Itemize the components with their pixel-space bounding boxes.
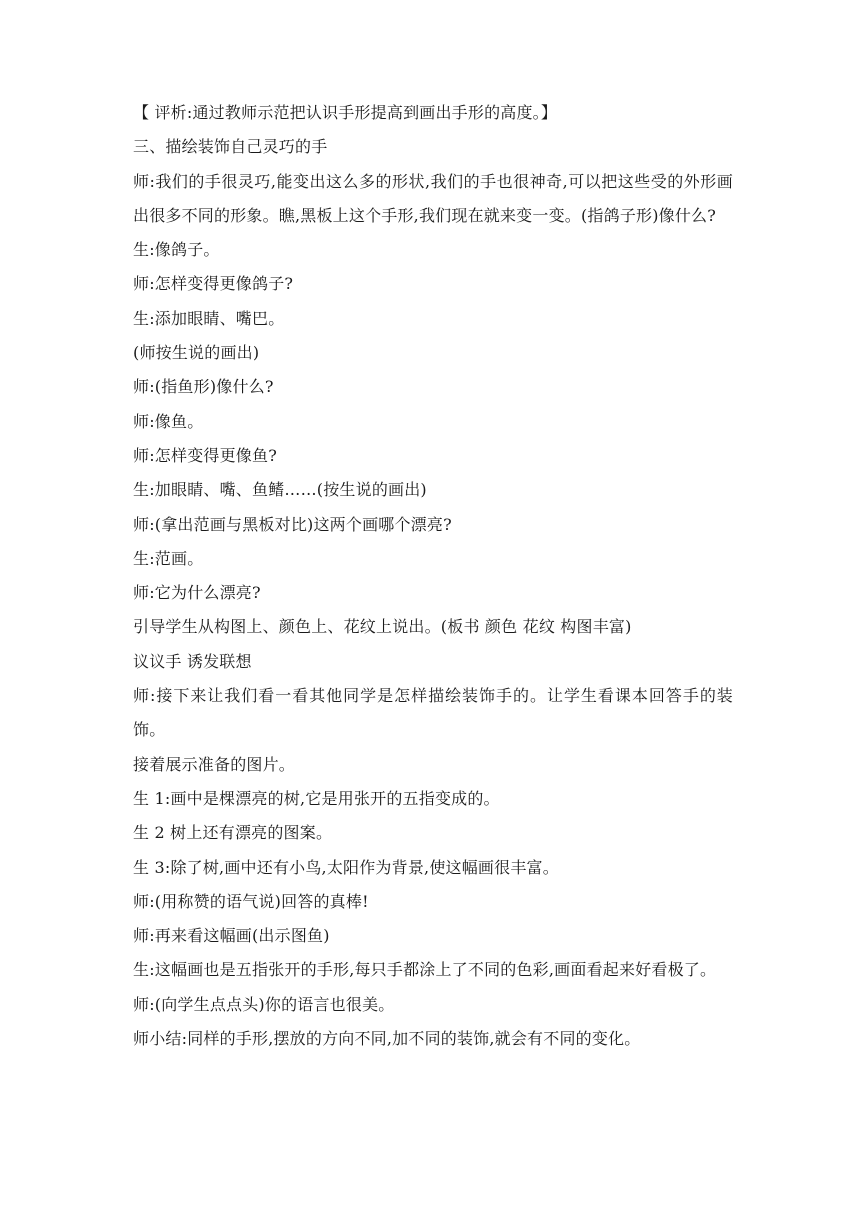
student-paragraph: 生:这幅画也是五指张开的手形,每只手都涂上了不同的色彩,画面看起来好看极了。 bbox=[133, 960, 717, 980]
teacher-paragraph: 师:接下来让我们看一看其他同学是怎样描绘装饰手的。让学生看课本回答手的装饰。 bbox=[133, 686, 733, 740]
teacher-line: 师:像鱼。 bbox=[133, 411, 204, 431]
student-line: 生 2 树上还有漂亮的图案。 bbox=[133, 823, 333, 843]
student-line: 生:像鸽子。 bbox=[133, 240, 220, 260]
teacher-paragraph: 师:我们的手很灵巧,能变出这么多的形状,我们的手也很神奇,可以把这些受的外形画出很多不同的形象。瞧,黑板上这个手形,我们现在就来变一变。(指鸽子形)像什么? bbox=[133, 171, 733, 225]
stage-note: (师按生说的画出) bbox=[133, 343, 260, 363]
student-line: 生:加眼睛、嘴、鱼鳍……(按生说的画出) bbox=[133, 480, 427, 500]
teacher-line: 师:(向学生点点头)你的语言也很美。 bbox=[133, 994, 395, 1014]
student-line: 生:范画。 bbox=[133, 548, 204, 568]
guidance-line: 引导学生从构图上、颜色上、花纹上说出。(板书 颜色 花纹 构图丰富) bbox=[133, 617, 632, 637]
narrative-line: 接着展示准备的图片。 bbox=[133, 754, 296, 774]
teacher-line: 师:怎样变得更像鱼? bbox=[133, 445, 277, 465]
teacher-line: 师:怎样变得更像鸽子? bbox=[133, 274, 294, 294]
summary-line: 师小结:同样的手形,摆放的方向不同,加不同的装饰,就会有不同的变化。 bbox=[133, 1029, 641, 1049]
teacher-line: 师:(指鱼形)像什么? bbox=[133, 377, 274, 397]
subsection-heading: 议议手 诱发联想 bbox=[133, 651, 252, 671]
teacher-line: 师:(拿出范画与黑板对比)这两个画哪个漂亮? bbox=[133, 514, 452, 534]
document-body bbox=[133, 96, 733, 1056]
teacher-line: 师:再来看这幅画(出示图鱼) bbox=[133, 926, 330, 946]
comment-paragraph: 【 评析:通过教师示范把认识手形提高到画出手形的高度。】 bbox=[133, 103, 558, 122]
student-line: 生 3:除了树,画中还有小鸟,太阳作为背景,使这幅画很丰富。 bbox=[133, 857, 559, 877]
student-line: 生 1:画中是棵漂亮的树,它是用张开的五指变成的。 bbox=[133, 788, 500, 808]
section-heading: 三、描绘装饰自己灵巧的手 bbox=[133, 137, 328, 157]
teacher-line: 师:它为什么漂亮? bbox=[133, 583, 261, 603]
teacher-line: 师:(用称赞的语气说)回答的真棒! bbox=[133, 891, 369, 911]
student-line: 生:添加眼睛、嘴巴。 bbox=[133, 308, 285, 328]
